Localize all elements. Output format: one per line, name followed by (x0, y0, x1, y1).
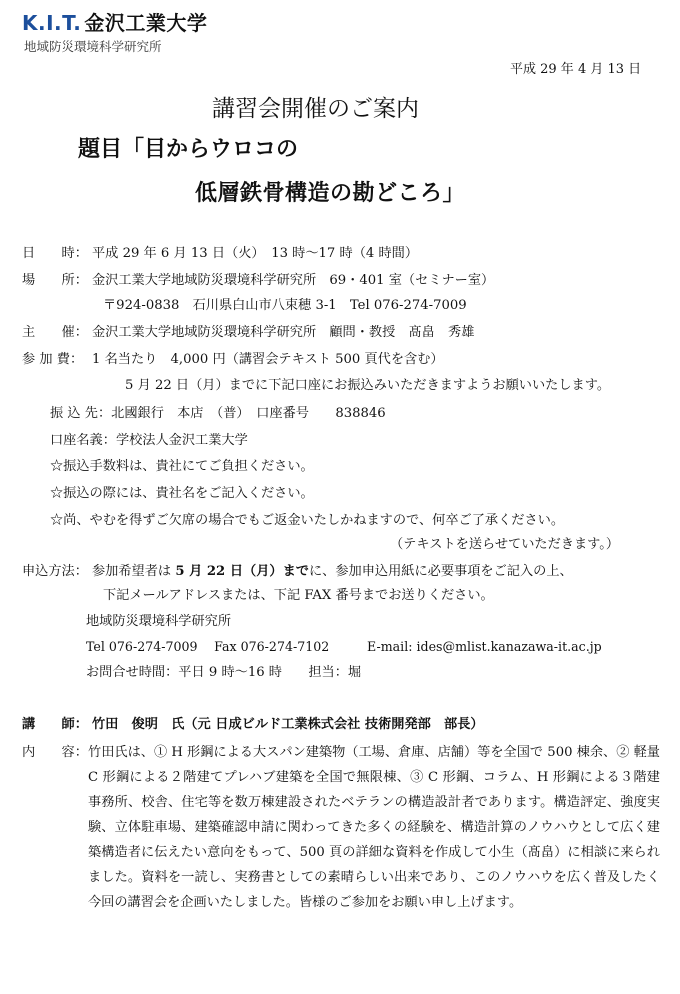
host-row (22, 323, 474, 343)
datetime-row (22, 244, 418, 264)
apply-post: に、参加申込用紙に必要事項をご記入の上、 (308, 564, 573, 579)
bank-value: 北國銀行 本店 （普） 口座番号 838846 (111, 406, 386, 421)
fee-label: 参 加 費： (22, 352, 84, 367)
lecturer-row (22, 715, 484, 735)
account-label: 口座名義： (50, 433, 116, 448)
lecturer-value: 竹田 俊明 氏（元 日成ビルド工業株式会社 技術開発部 部長） (92, 717, 484, 732)
host-label: 主 催： (22, 325, 88, 340)
subject-line-1: 題目「目からウロコの (78, 137, 299, 162)
page-title: 講習会開催のご案内 (212, 96, 419, 122)
place-address: 〒924-0838 石川県白山市八束穂 3-1 Tel 076-274-7009 (103, 298, 467, 313)
subject-line-2: 低層鉄骨構造の勘どころ」 (195, 181, 466, 206)
issue-date: 平成 29 年 4 月 13 日 (510, 62, 642, 77)
place-row (22, 271, 494, 291)
datetime-value: 平成 29 年 6 月 13 日（火） 13 時～17 時（4 時間） (92, 246, 419, 261)
lecturer-label: 講 師： (22, 717, 88, 732)
place-label: 場 所： (22, 273, 88, 288)
note-1: ☆振込手数料は、貴社にてご負担ください。 (50, 459, 314, 474)
note-3b: （テキストを送らせていただきます。） (390, 537, 620, 552)
note-2: ☆振込の際には、貴社名をご記入ください。 (50, 486, 314, 501)
logo (22, 7, 207, 36)
account-value: 学校法人金沢工業大学 (115, 433, 248, 448)
apply-label: 申込方法： (22, 564, 88, 579)
place-value: 金沢工業大学地域防災環境科学研究所 69・401 室（セミナー室） (92, 273, 495, 288)
contact-tel: Tel 076-274-7009 Fax 076-274-7102 E-mail: ides@mlist.kanazawa-it.ac.jp (86, 639, 602, 654)
apply-pre: 参加希望者は (92, 564, 176, 579)
institute-name: 地域防災環境科学研究所 (24, 39, 162, 54)
content-paragraph: 竹田氏は、① H 形鋼による大スパン建築物（工場、倉庫、店舗）等を全国で 500 棟余、② 軽量 C 形鋼による２階建てプレハブ建築を全国で無限棟、③ C 形鋼、コラム、H 形鋼による３階建事務所、校舎、住宅等を数万棟建設されたベテランの構造設計者であります。構造評定、強度実験、立体駐車場、建築確認申請に関わってきた多くの経験を、構造計算のノウハウとして広く建築構造者に伝えたい意向をもって、500 頁の詳細な資料を作成して小生（髙畠）に相談に来られました。資料を一読し、実務書としての素晴らしい出来であり、このノウハウを広く普及したく今回の講習会を企画いたしました。皆様のご参加をお願い申し上げます。 (88, 745, 660, 910)
note-3: ☆尚、やむを得ずご欠席の場合でもご返金いたしかねますので、何卒ご了承ください。 (50, 513, 565, 528)
apply-deadline: 5 月 22 日（月）まで (175, 564, 309, 579)
account-row (50, 431, 248, 451)
apply-row (22, 562, 573, 582)
contact-org: 地域防災環境科学研究所 (86, 614, 232, 629)
fee-row (22, 350, 444, 370)
bank-row (50, 404, 386, 424)
datetime-label: 日 時： (22, 246, 88, 261)
logo-mark: K.I.T. (22, 11, 82, 35)
fee-note: 5 月 22 日（月）までに下記口座にお振込みいただきますようお願いいたします。 (125, 378, 611, 393)
logo-name: 金沢工業大学 (84, 11, 208, 35)
fee-value: 1 名当たり 4,000 円（講習会テキスト 500 頁代を含む） (92, 352, 444, 367)
apply-line-2: 下記メールアドレスまたは、下記 FAX 番号までお送りください。 (103, 588, 494, 603)
bank-label: 振 込 先： (50, 406, 112, 421)
contact-hours: お問合せ時間：平日 9 時～16 時 担当：堀 (86, 665, 362, 680)
content-label: 内 容： (22, 745, 88, 760)
host-value: 金沢工業大学地域防災環境科学研究所 顧問・教授 髙畠 秀雄 (92, 325, 475, 340)
